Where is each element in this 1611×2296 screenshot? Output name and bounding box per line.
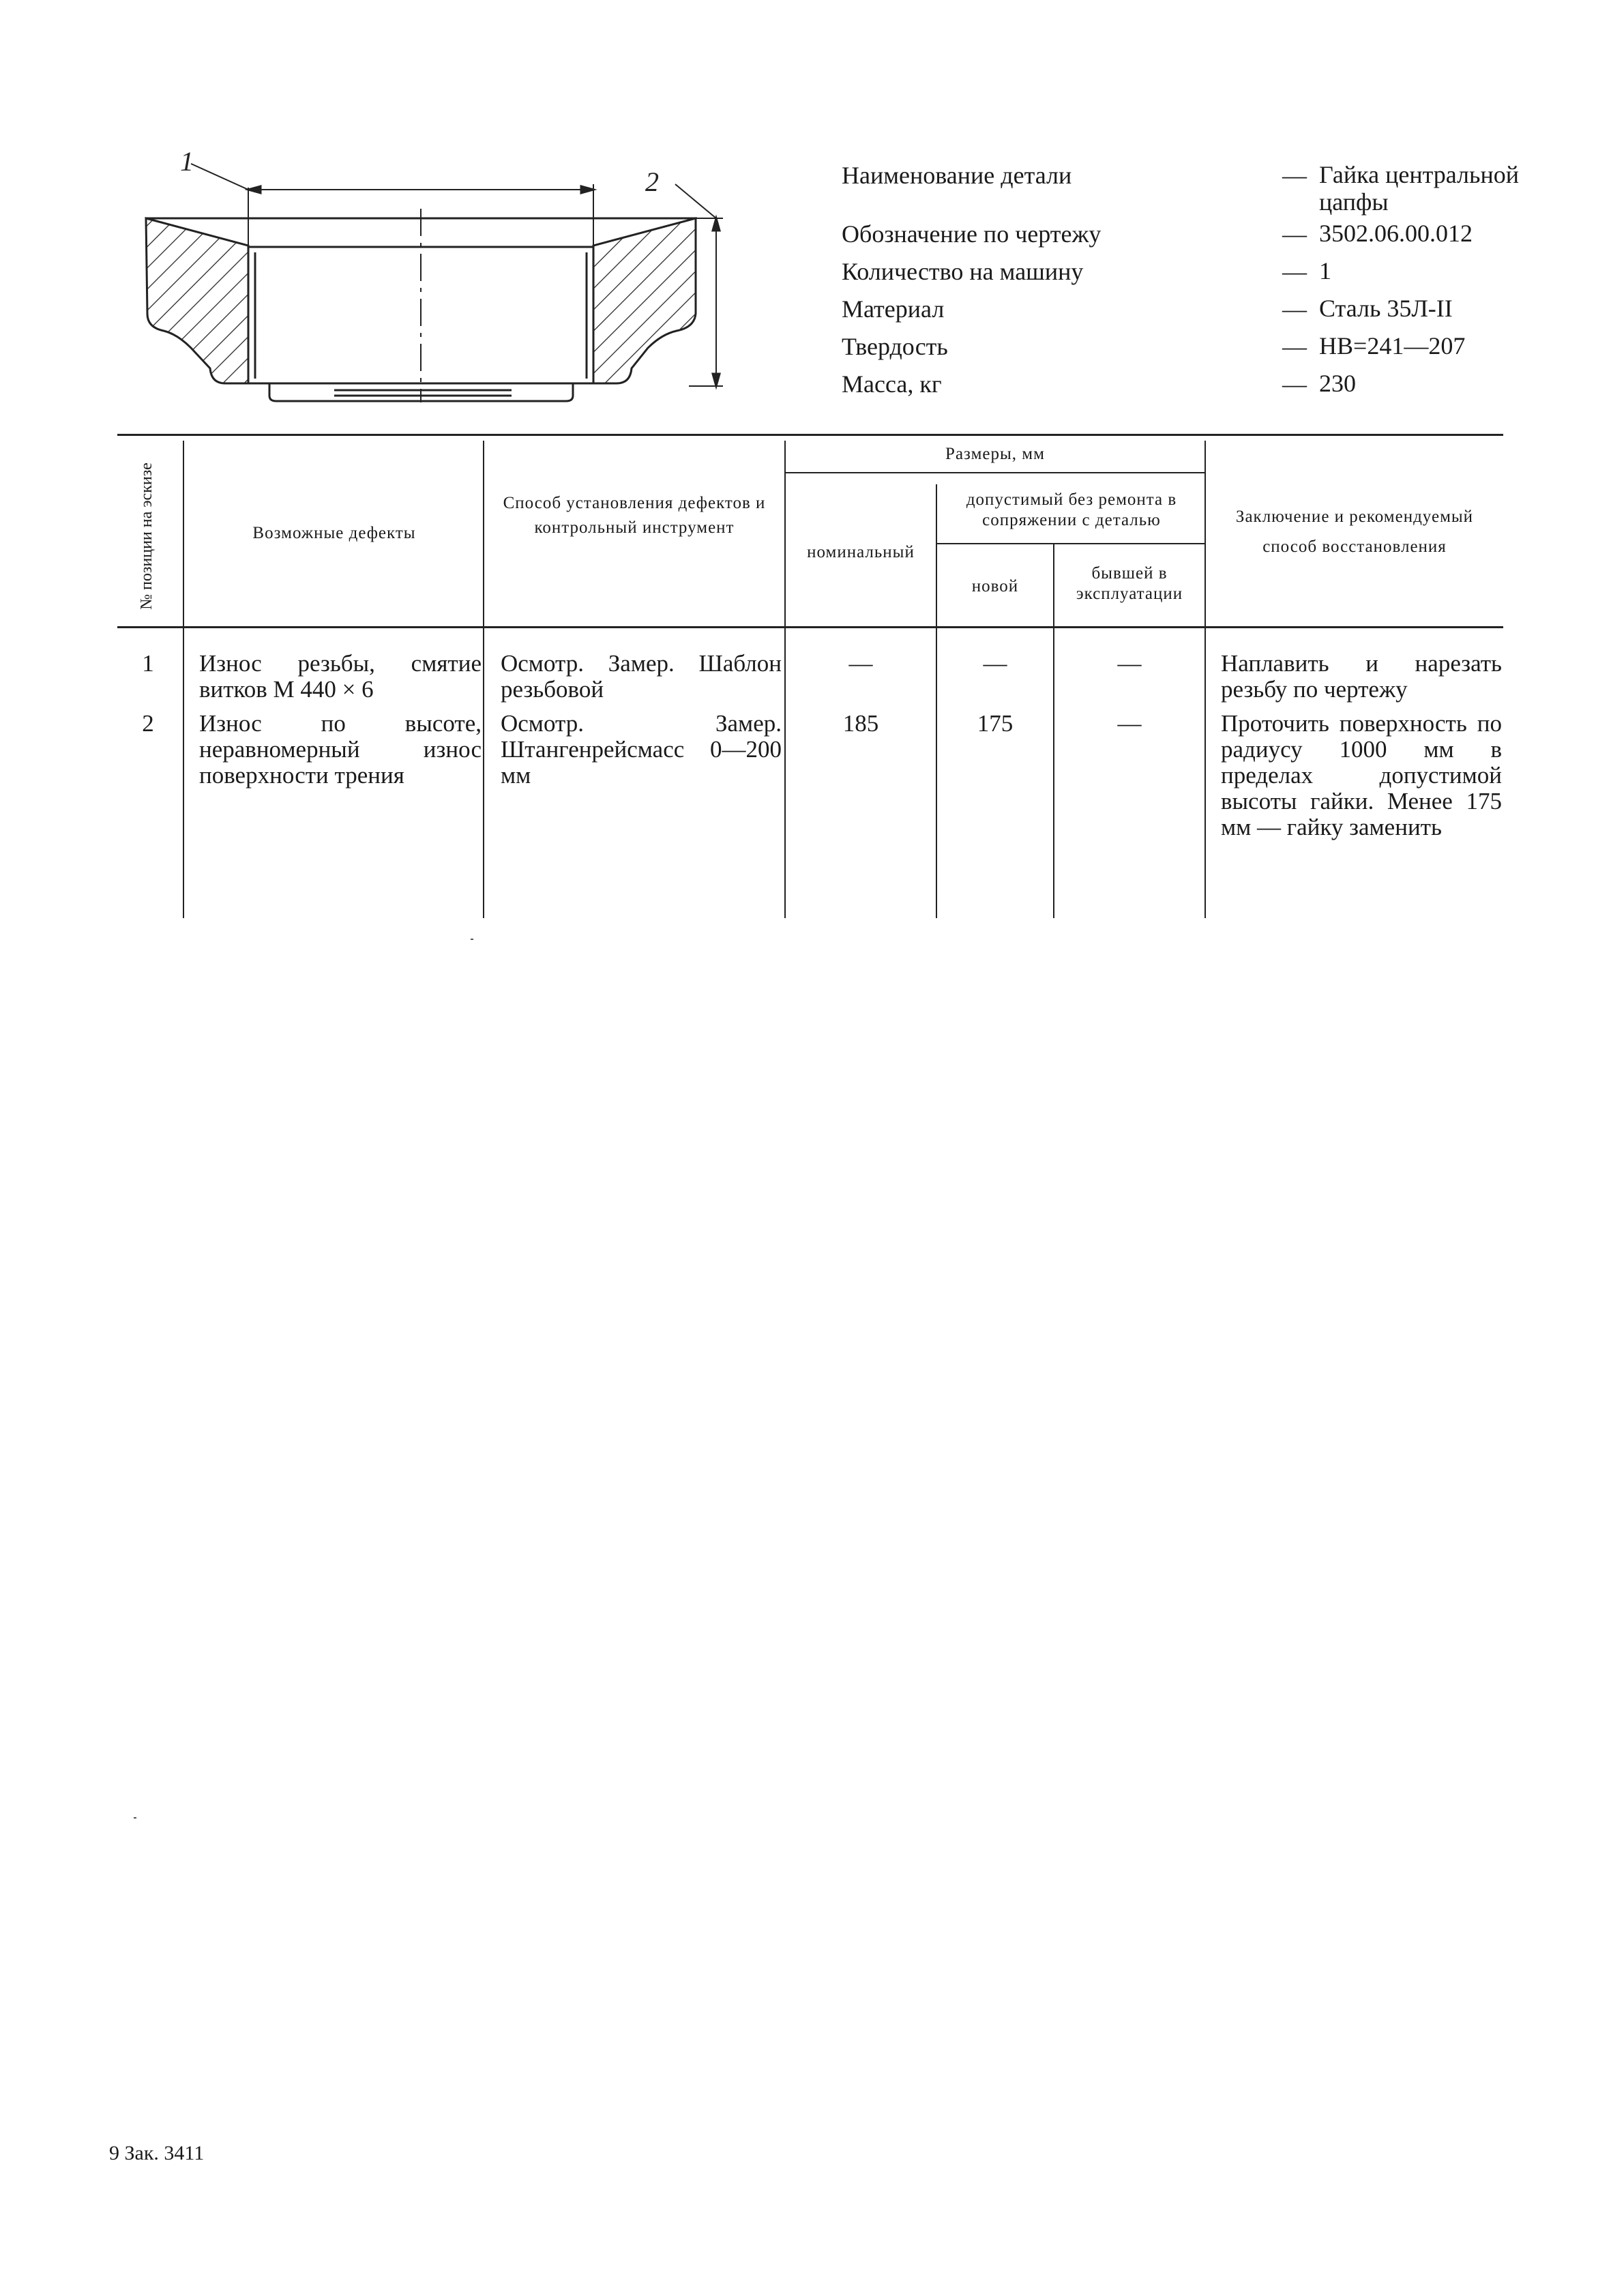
cell-used: — (1117, 710, 1142, 737)
property-value: Гайка центральной цапфы (1319, 161, 1519, 216)
part-properties (842, 161, 1524, 407)
cell-used: — (1117, 650, 1142, 677)
callout-2: 2 (645, 166, 659, 197)
header-conclusion: Заключение и рекомендуемый способ восстановления (1235, 507, 1474, 556)
header-position: № позиции на эскизе (138, 462, 156, 610)
property-label: Масса, кг (842, 370, 942, 398)
table-header-rule (117, 626, 1503, 628)
header-method: Способ установления дефектов и контрольный инструмент (503, 494, 766, 537)
column-divider (183, 441, 184, 918)
cell-conclusion: Проточить поверхность по радиусу 1000 мм в пределах допустимой высоты гайки. Менее 175 мм — гайку заменить (1221, 710, 1502, 840)
column-divider (784, 441, 786, 918)
property-value: Сталь 35Л-II (1319, 295, 1453, 322)
cell-nominal: 185 (842, 710, 879, 737)
cell-method: Осмотр. Замер. Штангенрейсмасс 0—200 мм (501, 710, 782, 789)
property-row (842, 295, 1524, 332)
cell-defect: Износ резьбы, смятие витков М 440 × 6 (199, 650, 482, 703)
header-subline (786, 472, 1204, 473)
property-row (842, 220, 1524, 257)
cell-conclusion: Наплавить и нарезать резьбу по чертежу (1221, 650, 1502, 703)
column-divider (936, 484, 937, 918)
cell-position: 2 (142, 710, 154, 737)
property-value: НВ=241—207 (1319, 332, 1466, 359)
property-dash: — (1282, 295, 1307, 323)
cell-method: Осмотр. Замер. Шаблон резьбовой (501, 650, 782, 703)
cell-defect: Износ по высоте, неравномерный износ поверхности трения (199, 710, 482, 789)
scan-speck (134, 1817, 136, 1819)
header-nominal: номинальный (807, 543, 915, 561)
property-label: Количество на машину (842, 258, 1084, 285)
property-dash: — (1282, 333, 1307, 360)
property-value: 3502.06.00.012 (1319, 220, 1473, 247)
property-dash: — (1282, 162, 1307, 189)
property-row (842, 332, 1524, 370)
cell-nominal: — (848, 650, 873, 677)
callout-1: 1 (180, 146, 194, 177)
header-allowable: допустимый без ремонта в сопряжении с деталью (966, 490, 1177, 529)
column-divider (1204, 441, 1206, 918)
property-label: Обозначение по чертежу (842, 220, 1102, 248)
header-subline (937, 543, 1204, 544)
table-top-rule (117, 434, 1503, 436)
property-label: Материал (842, 295, 945, 323)
property-label: Твердость (842, 333, 948, 360)
header-used: бывшей в эксплуатации (1076, 564, 1183, 603)
cell-new: 175 (977, 710, 1014, 737)
nut-section-drawing (146, 164, 723, 402)
header-new: новой (971, 577, 1019, 595)
property-row (842, 161, 1524, 220)
cell-new: — (983, 650, 1007, 677)
property-row (842, 257, 1524, 295)
property-row (842, 370, 1524, 407)
property-value: 230 (1319, 370, 1356, 397)
property-dash: — (1282, 258, 1307, 285)
property-value: 1 (1319, 257, 1331, 284)
header-sizes: Размеры, мм (945, 445, 1045, 463)
property-label: Наименование детали (842, 162, 1072, 189)
page-footer: 9 Зак. 3411 (109, 2142, 205, 2164)
scan-speck (471, 939, 473, 940)
cell-position: 1 (142, 650, 154, 677)
part-sketch (123, 143, 750, 402)
property-dash: — (1282, 370, 1307, 398)
header-defects: Возможные дефекты (252, 524, 416, 542)
property-dash: — (1282, 220, 1307, 248)
column-divider (483, 441, 484, 918)
